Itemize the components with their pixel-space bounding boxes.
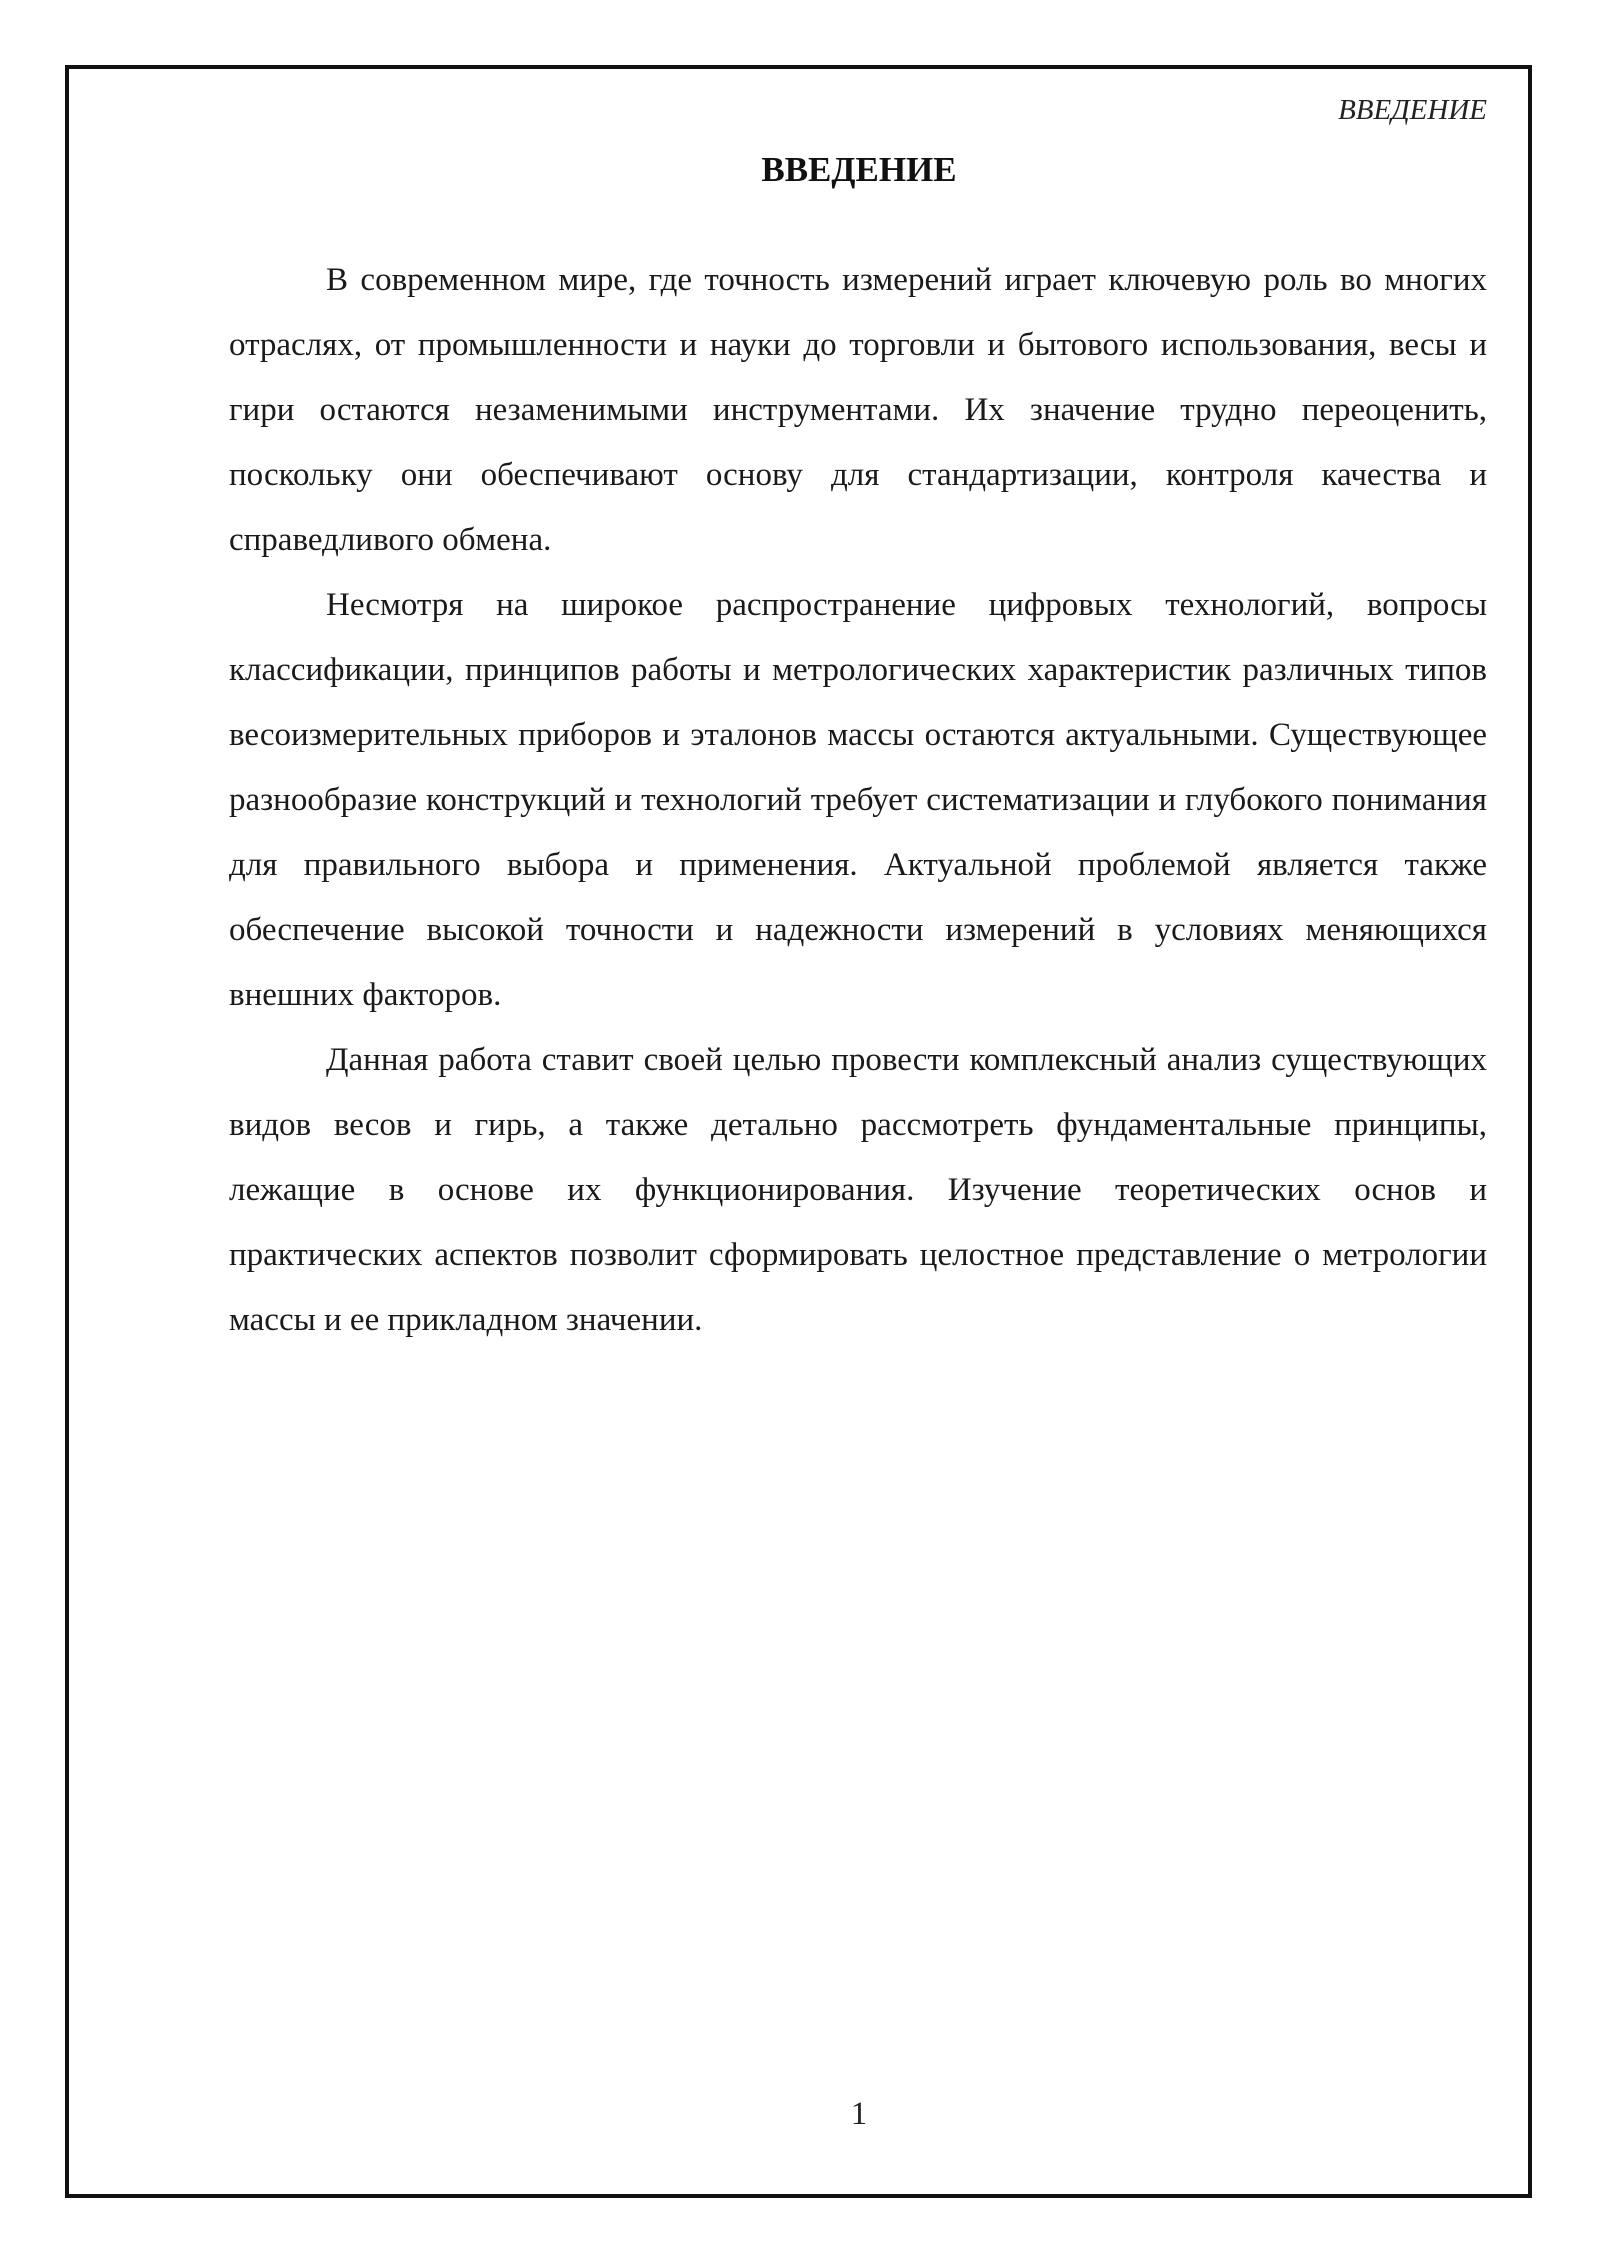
page-number: 1 (850, 2096, 868, 2132)
body-text (229, 248, 1487, 1353)
page-title: ВВЕДЕНИЕ (761, 150, 957, 189)
paragraph-1: В современном мире, где точность измерений играет ключевую роль во многих отраслях, от промышленности и науки до торговли и бытового использования, весы и гири остаются незаменимыми инструментами. Их значение трудно переоценить, поскольку они обеспечивают основу для стандартизации, контроля качества и справедливого обмена. (229, 262, 1487, 558)
paragraph-2: Несмотря на широкое распространение цифровых технологий, вопросы классификации, принципов работы и метрологических характеристик различных типов весоизмерительных приборов и эталонов массы остаются актуальными. Существующее разнообразие конструкций и технологий требует систематизации и глубокого понимания для правильного выбора и применения. Актуальной проблемой является также обеспечение высокой точности и надежности измерений в условиях меняющихся внешних факторов. (229, 587, 1487, 1013)
paragraph-3: Данная работа ставит своей целью провести комплексный анализ существующих видов весов и гирь, а также детально рассмотреть фундаментальные принципы, лежащие в основе их функционирования. Изучение теоретических основ и практических аспектов позволит сформировать целостное представление о метрологии массы и ее прикладном значении. (229, 1042, 1487, 1338)
running-header: ВВЕДЕНИЕ (1338, 94, 1487, 126)
